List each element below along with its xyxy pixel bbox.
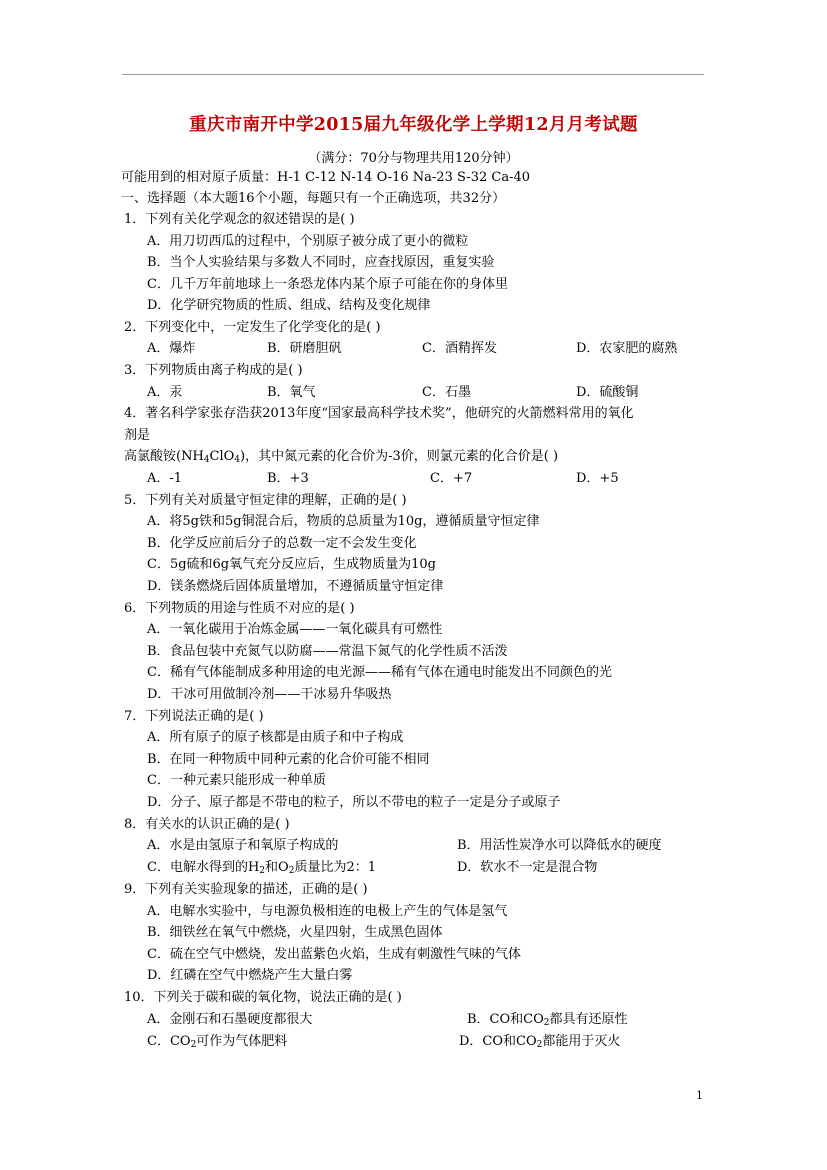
q4-option-b: B．+3 <box>267 471 309 486</box>
question-4-stem-cont: 剂是 <box>124 428 151 443</box>
q4-option-d: D．+5 <box>576 471 619 486</box>
q3-option-a: A．汞 <box>147 385 183 400</box>
q3-option-c: C．石墨 <box>422 385 471 400</box>
q7-option-c: C．一种元素只能形成一种单质 <box>147 773 326 788</box>
q9-option-d: D．红磷在空气中燃烧产生大量白雾 <box>147 968 353 983</box>
q7-option-d: D．分子、原子都是不带电的粒子，所以不带电的粒子一定是分子或原子 <box>147 795 561 810</box>
atomic-masses: 可能用到的相对原子质量：H-1 C-12 N-14 O-16 Na-23 S-32 Ca-40 <box>121 170 531 185</box>
question-7-stem: 7．下列说法正确的是( ) <box>124 709 264 724</box>
q9-option-a: A．电解水实验中，与电源负极相连的电极上产生的气体是氢气 <box>147 904 508 919</box>
question-5-stem: 5．下列有关对质量守恒定律的理解，正确的是( ) <box>124 493 407 508</box>
q3-option-d: D．硫酸铜 <box>576 385 639 400</box>
question-3-stem: 3．下列物质由离子构成的是( ) <box>124 363 303 378</box>
header-rule <box>122 74 704 75</box>
q8-option-a: A．水是由氢原子和氧原子构成的 <box>147 838 339 853</box>
q8-option-d: D．软水不一定是混合物 <box>457 860 598 875</box>
q7-option-b: B．在同一种物质中同种元素的化合价可能不相同 <box>147 752 430 767</box>
q1-option-b: B．当个人实验结果与多数人不同时，应查找原因，重复实验 <box>147 255 495 270</box>
q5-option-c: C．5g硫和6g氧气充分反应后，生成物质量为10g <box>147 557 436 572</box>
section-heading: 一、选择题（本大题16个小题，每题只有一个正确选项，共32分） <box>121 191 506 206</box>
q4-option-a: A．-1 <box>147 471 183 486</box>
q1-option-c: C．几千万年前地球上一条恐龙体内某个原子可能在你的身体里 <box>147 277 508 292</box>
exam-title: 重庆市南开中学2015届九年级化学上学期12月月考试题 <box>189 115 638 135</box>
q8-option-b: B．用活性炭净水可以降低水的硬度 <box>457 838 662 853</box>
question-8-stem: 8．有关水的认识正确的是( ) <box>124 817 290 832</box>
question-10-stem: 10．下列关于碳和碳的氧化物，说法正确的是( ) <box>124 990 402 1005</box>
q2-option-b: B．研磨胆矾 <box>267 341 342 356</box>
question-4-stem: 4．著名科学家张存浩获2013年度“国家最高科学技术奖”，他研究的火箭燃料常用的氧化 <box>124 406 634 421</box>
page-number: 1 <box>696 1089 703 1102</box>
q5-option-a: A．将5g铁和5g铜混合后，物质的总质量为10g，遵循质量守恒定律 <box>147 514 540 529</box>
q5-option-d: D．镁条燃烧后固体质量增加，不遵循质量守恒定律 <box>147 579 444 594</box>
q2-option-c: C．酒精挥发 <box>422 341 497 356</box>
question-2-stem: 2．下列变化中，一定发生了化学变化的是( ) <box>124 320 381 335</box>
question-9-stem: 9．下列有关实验现象的描述，正确的是( ) <box>124 882 368 897</box>
q7-option-a: A．所有原子的原子核都是由质子和中子构成 <box>147 730 404 745</box>
q5-option-b: B．化学反应前后分子的总数一定不会发生变化 <box>147 536 417 551</box>
q2-option-d: D．农家肥的腐熟 <box>576 341 678 356</box>
question-6-stem: 6．下列物质的用途与性质不对应的是( ) <box>124 601 355 616</box>
question-4-formula-line: 高氯酸铵$(NH_4ClO_4)$，其中氮元素的化合价为-3价，则氯元素的化合价是( ) <box>124 449 559 465</box>
q6-option-a: A．一氧化碳用于冶炼金属——一氧化碳具有可燃性 <box>147 622 443 637</box>
q9-option-c: C．硫在空气中燃烧，发出蓝紫色火焰，生成有刺激性气味的气体 <box>147 947 521 962</box>
exam-subtitle: （满分：70分与物理共用120分钟） <box>308 151 519 166</box>
q10-option-a: A．金刚石和石墨硬度都很大 <box>147 1012 313 1027</box>
q2-option-a: A．爆炸 <box>147 341 196 356</box>
q8-option-c: C．电解水得到的$H_2$和$O_2$质量比为2：1 <box>147 860 376 876</box>
q1-option-d: D．化学研究物质的性质、组成、结构及变化规律 <box>147 298 431 313</box>
q9-option-b: B．细铁丝在氧气中燃烧，火星四射，生成黑色固体 <box>147 925 443 940</box>
q10-option-d: D．CO和$CO_2$都能用于灭火 <box>459 1034 621 1050</box>
question-1-stem: 1．下列有关化学观念的叙述错误的是( ) <box>124 212 355 227</box>
q10-option-c: C．$CO_2$可作为气体肥料 <box>147 1034 288 1050</box>
q3-option-b: B．氧气 <box>267 385 316 400</box>
q6-option-b: B．食品包装中充氮气以防腐——常温下氮气的化学性质不活泼 <box>147 644 508 659</box>
q6-option-d: D．干冰可用做制冷剂——干冰易升华吸热 <box>147 687 392 702</box>
q10-option-b: B．CO和$CO_2$都具有还原性 <box>467 1012 628 1028</box>
q6-option-c: C．稀有气体能制成多种用途的电光源——稀有气体在通电时能发出不同颜色的光 <box>147 665 612 680</box>
q1-option-a: A．用刀切西瓜的过程中，个别原子被分成了更小的微粒 <box>147 234 469 249</box>
q4-option-c: C．+7 <box>430 471 473 486</box>
